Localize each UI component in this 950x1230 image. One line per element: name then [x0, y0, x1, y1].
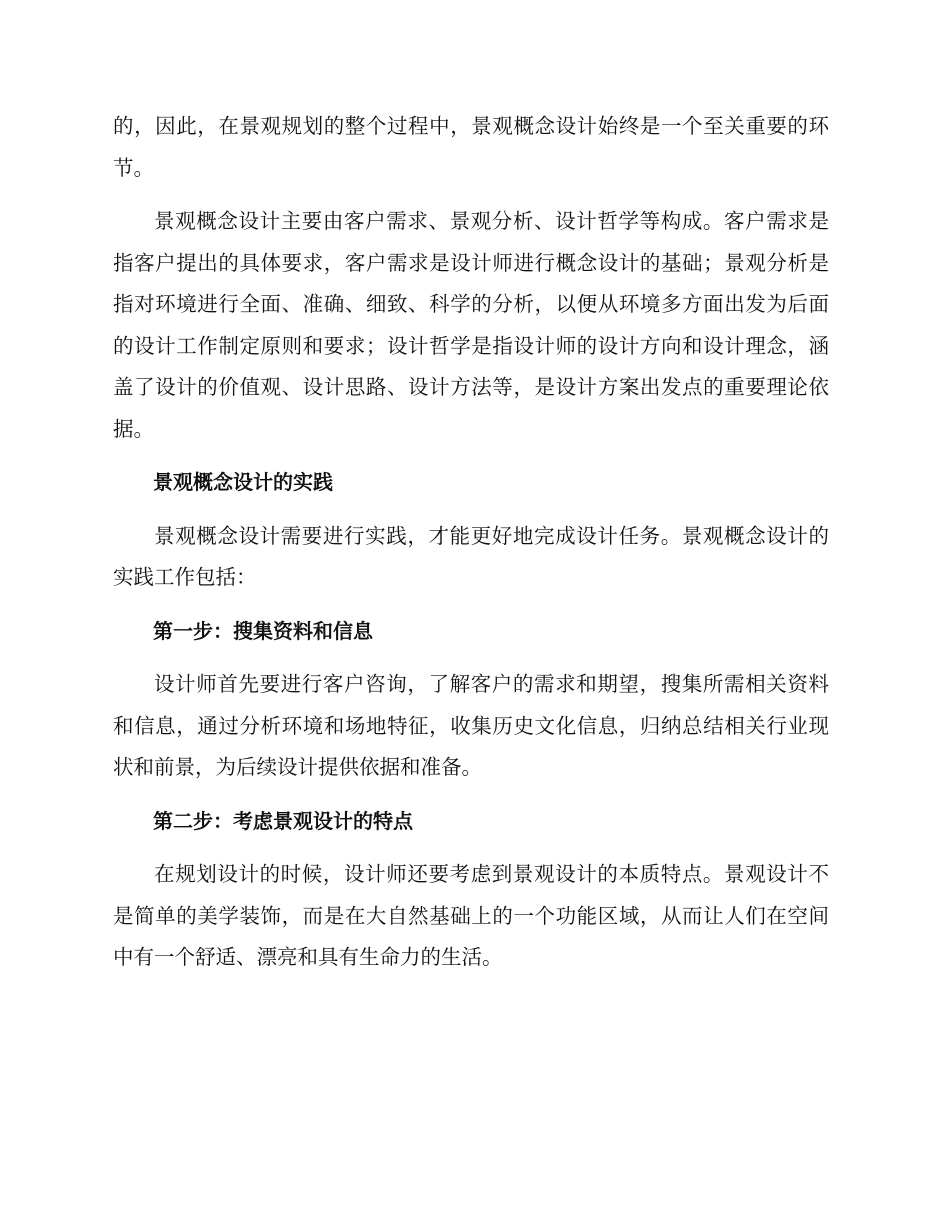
paragraph-continuation: 的，因此，在景观规划的整个过程中，景观概念设计始终是一个至关重要的环节。 [113, 114, 829, 180]
paragraph-concept-composition: 景观概念设计主要由客户需求、景观分析、设计哲学等构成。客户需求是指客户提出的具体要求，客户需求是设计师进行概念设计的基础；景观分析是指对环境进行全面、准确、细致、科学的分析，以便从环境多方面出发为后面的设计工作制定原则和要求；设计哲学是指设计师的设计方向和设计理念，涵盖了设计的价值观、设计思路、设计方法等，是设计方案出发点的重要理论依据。 [113, 209, 829, 441]
section-heading-practice: 景观概念设计的实践 [153, 470, 333, 494]
paragraph-step-1: 设计师首先要进行客户咨询，了解客户的需求和期望，搜集所需相关资料和信息，通过分析环境和场地特征，收集历史文化信息，归纳总结相关行业现状和前景，为后续设计提供依据和准备。 [113, 672, 829, 779]
paragraph-practice-intro: 景观概念设计需要进行实践，才能更好地完成设计任务。景观概念设计的实践工作包括： [113, 523, 829, 589]
step-heading-1: 第一步：搜集资料和信息 [153, 618, 373, 643]
paragraph-step-2: 在规划设计的时候，设计师还要考虑到景观设计的本质特点。景观设计不是简单的美学装饰，而是在大自然基础上的一个功能区域，从而让人们在空间中有一个舒适、漂亮和具有生命力的生活。 [113, 862, 829, 969]
step-heading-2: 第二步：考虑景观设计的特点 [153, 808, 413, 833]
document-page [113, 106, 829, 991]
